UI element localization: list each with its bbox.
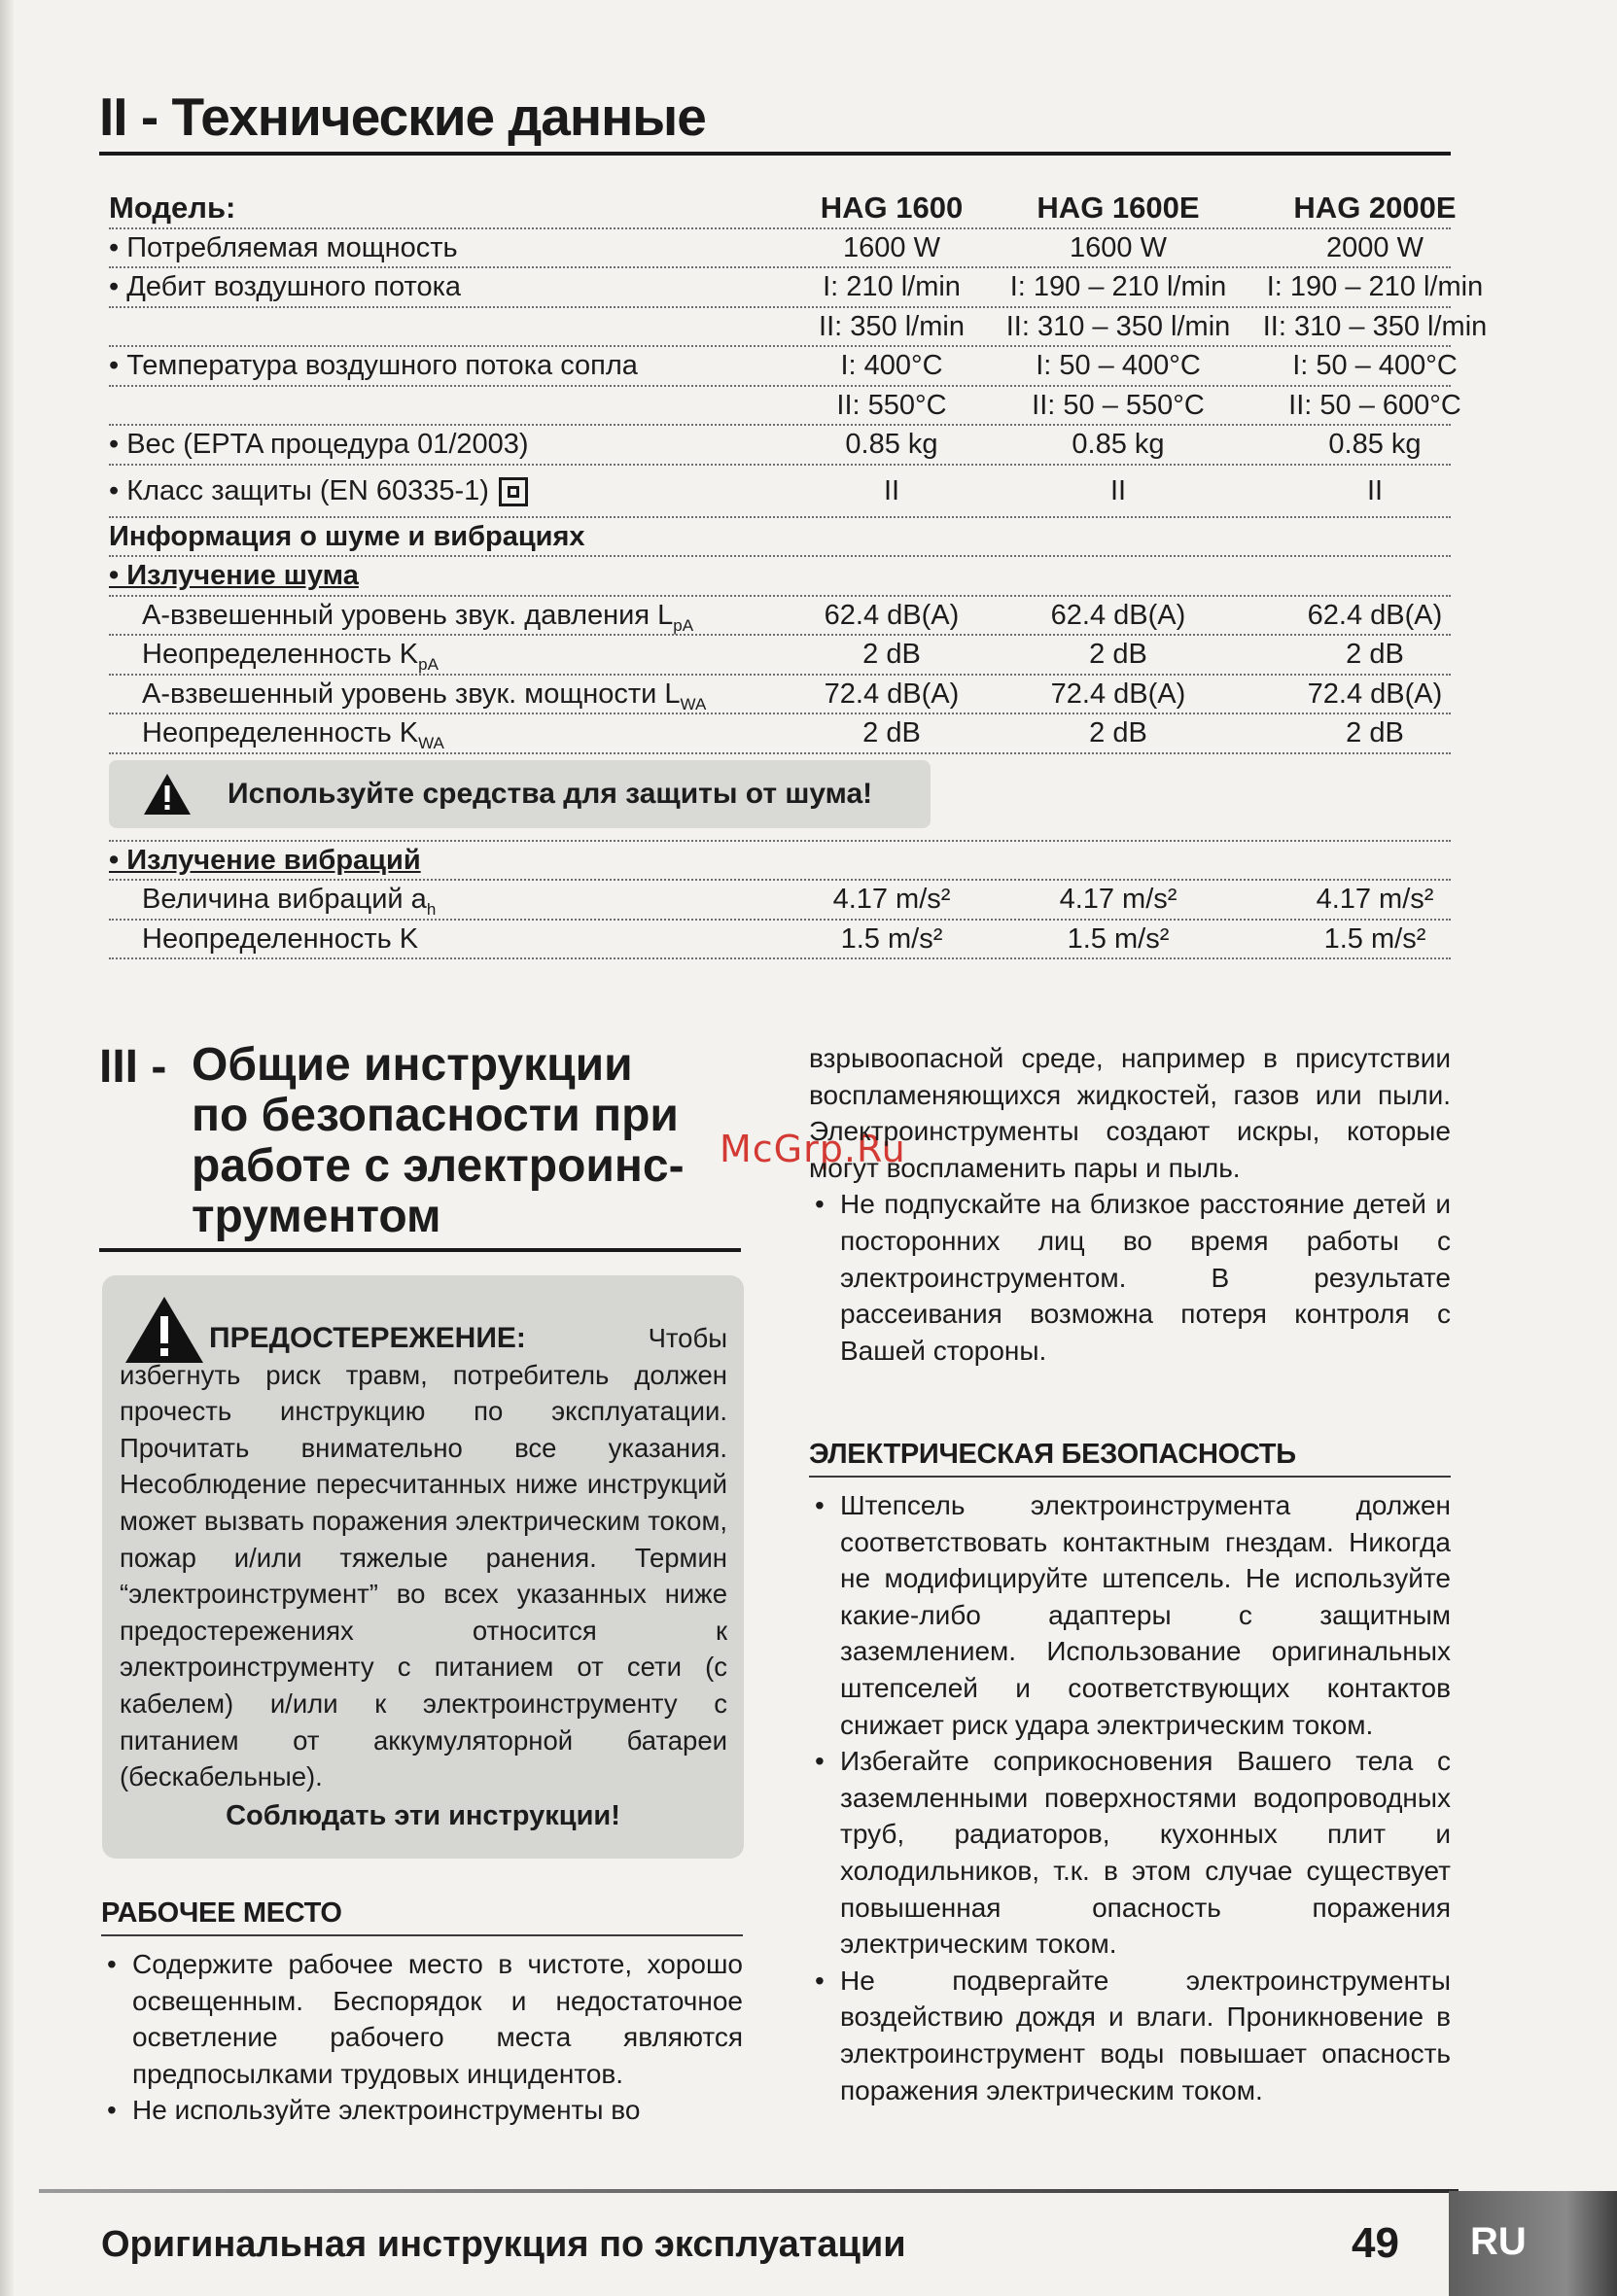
table-row-weight xyxy=(109,426,1451,466)
vibration-unc-value: 1.5 m/s² xyxy=(1323,922,1426,955)
footer-title: Оригинальная инструкция по эксплуатации xyxy=(101,2224,906,2265)
sound-power-value: 72.4 dB(A) xyxy=(1050,678,1186,710)
airflow-value: II: 310 – 350 l/min xyxy=(1005,310,1231,342)
power-value: 2000 W xyxy=(1326,231,1424,263)
temperature-label: • Температура воздушного потока сопла xyxy=(109,350,638,381)
temperature-value: I: 50 – 400°C xyxy=(1292,350,1458,381)
weight-value: 0.85 kg xyxy=(845,429,938,460)
sound-pressure-sub: pA xyxy=(673,615,694,635)
list-item: • Не подвергайте электроинструменты воздействию дождя и влаги. Проникновение в электроинструмент воды повышает опасность поражения электрическим током. xyxy=(809,1963,1451,2108)
safety-warning-box xyxy=(102,1275,744,1859)
table-row-vibration xyxy=(109,881,1451,921)
spec-table xyxy=(109,190,1488,959)
double-insulation-icon xyxy=(499,477,528,506)
warning-triangle-icon xyxy=(142,772,193,817)
sound-power-value: 72.4 dB(A) xyxy=(1307,678,1443,710)
weight-value: 0.85 kg xyxy=(1328,429,1422,460)
sound-power-value: 72.4 dB(A) xyxy=(824,678,960,710)
uncertainty-pa-value: 2 dB xyxy=(1089,639,1147,670)
vibration-value: 4.17 m/s² xyxy=(1059,884,1178,915)
warning-footer: Соблюдать эти инструкции! xyxy=(226,1800,620,1831)
right-column-top xyxy=(809,1040,1451,1369)
list-item-continuation: взрывоопасной среде, например в присутствии воспламеняющихся жидкостей, газов или пыли. Электроинструменты создают искры, которые могут воспламенить пары и пыль. xyxy=(809,1043,1451,1183)
airflow-label: • Дебит воздушного потока xyxy=(109,271,462,302)
warning-lead: ПРЕДОСТЕРЕЖЕНИЕ: xyxy=(209,1322,526,1354)
weight-label: • Вес (EPTA процедура 01/2003) xyxy=(109,429,529,460)
page-number: 49 xyxy=(1352,2219,1399,2267)
warning-body xyxy=(120,1320,727,1795)
protection-value: II xyxy=(1366,474,1384,506)
table-row-power xyxy=(109,229,1451,269)
protection-value: II xyxy=(883,474,900,506)
temperature-value: II: 50 – 600°C xyxy=(1288,389,1461,421)
workplace-rule xyxy=(101,1934,743,1936)
airflow-value: I: 190 – 210 l/min xyxy=(1009,271,1227,302)
dotted-divider xyxy=(109,832,1451,842)
vibration-emission-row xyxy=(109,842,1451,882)
uncertainty-pa-sub: pA xyxy=(418,654,439,674)
temperature-value: II: 50 – 550°C xyxy=(1032,389,1205,421)
protection-label-wrap xyxy=(109,466,528,516)
workplace-list xyxy=(101,1946,743,2129)
temperature-value: II: 550°C xyxy=(836,389,947,421)
noise-emission-heading: • Излучение шума xyxy=(109,560,359,591)
sound-power-sub: WA xyxy=(680,694,707,713)
watermark: McGrp.Ru xyxy=(720,1128,906,1170)
noise-emission-row xyxy=(109,557,1451,597)
noise-heading-row xyxy=(109,518,1451,558)
sound-pressure-label: А-взвешенный уровень звук. давления L xyxy=(142,599,674,631)
table-row-airflow-2 xyxy=(109,308,1488,348)
uncertainty-pa-value: 2 dB xyxy=(862,639,921,670)
table-row-sound-pressure xyxy=(109,597,1451,637)
table-row-protection xyxy=(109,466,1451,518)
protection-label: • Класс защиты (EN 60335-1) xyxy=(109,474,489,506)
weight-value: 0.85 kg xyxy=(1072,429,1165,460)
list-item: • Не используйте электроинструменты во xyxy=(101,2092,743,2129)
vibration-unc-value: 1.5 m/s² xyxy=(1067,922,1170,955)
vibration-unc-label: Неопределенность K xyxy=(142,922,419,955)
protection-value: II xyxy=(1109,474,1127,506)
uncertainty-wa-value: 2 dB xyxy=(1089,717,1147,748)
page-edge xyxy=(0,0,14,2296)
electrical-list xyxy=(809,1487,1451,2108)
model-col-3: HAG 2000E xyxy=(1293,191,1457,225)
airflow-value: I: 190 – 210 l/min xyxy=(1266,271,1484,302)
table-header-row xyxy=(109,190,1457,229)
vibration-value: 4.17 m/s² xyxy=(1316,884,1434,915)
table-row-sound-power xyxy=(109,676,1451,715)
vibration-sub: h xyxy=(426,899,437,919)
table-row-temperature-1 xyxy=(109,347,1458,387)
uncertainty-pa-label: Неопределенность K xyxy=(142,639,419,670)
table-row-airflow-1 xyxy=(109,268,1484,308)
language-code: RU xyxy=(1470,2220,1527,2263)
power-label: • Потребляемая мощность xyxy=(109,231,458,263)
power-value: 1600 W xyxy=(1070,231,1167,263)
language-tab xyxy=(1449,2191,1617,2296)
section-3-title: Общие инструкции по безопасности при работе с электроинс- трументом xyxy=(192,1039,685,1242)
list-item: • Избегайте соприкосновения Вашего тела с заземленными поверхностями водопроводных труб, радиаторов, кухонных плит и холодильников, т.к. в этом случае существует повышенная опасность поражения электрическим током. xyxy=(809,1743,1451,1963)
sound-pressure-value: 62.4 dB(A) xyxy=(824,599,960,631)
temperature-value: I: 50 – 400°C xyxy=(1036,350,1201,381)
vibration-emission-heading: • Излучение вибраций xyxy=(109,844,421,876)
airflow-value: II: 310 – 350 l/min xyxy=(1262,310,1488,342)
uncertainty-wa-value: 2 dB xyxy=(862,717,921,748)
table-row-uncertainty-pa xyxy=(109,636,1451,676)
table-row-vibration-uncertainty xyxy=(109,921,1451,960)
power-value: 1600 W xyxy=(843,231,940,263)
airflow-value: II: 350 l/min xyxy=(819,310,965,342)
model-label: Модель: xyxy=(109,191,236,225)
list-item: • Штепсель электроинструмента должен соответствовать контактным гнездам. Никогда не модифицируйте штепсель. Не используйте какие-либо адаптеры с защитным заземлением. Использование оригинальных штепселей и соответствующих контактов снижает риск удара электрическим током. xyxy=(809,1487,1451,1743)
model-col-2: HAG 1600E xyxy=(1037,191,1200,225)
uncertainty-pa-value: 2 dB xyxy=(1346,639,1404,670)
noise-heading: Информация о шуме и вибрациях xyxy=(109,520,585,552)
airflow-value: I: 210 l/min xyxy=(823,271,961,302)
sound-power-label: А-взвешенный уровень звук. мощности L xyxy=(142,678,681,710)
uncertainty-wa-label-wrap xyxy=(142,714,444,762)
electrical-safety-heading: ЭЛЕКТРИЧЕСКАЯ БЕЗОПАСНОСТЬ xyxy=(809,1439,1296,1470)
vibration-unc-value: 1.5 m/s² xyxy=(840,922,943,955)
sound-pressure-value: 62.4 dB(A) xyxy=(1307,599,1443,631)
list-item: • Содержите рабочее место в чистоте, хорошо освещенным. Беспорядок и недостаточное осветление рабочего места являются предпосылками трудовых инцидентов. xyxy=(101,1946,743,2092)
warning-text: Чтобы избегнуть риск травм, потребитель должен прочесть инструкцию по эксплуатации. Прочитать внимательно все указания. Несоблюдение пересчитанных ниже инструкций может вызвать поражения электрическим током, пожар и/или тяжелые ранения. Термин “электроинструмент” во всех указанных ниже предостережениях относится к электроинструменту с питанием от сети (с кабелем) и/или к электроинструменту с питанием от аккумуляторной батареи (бескабельные). xyxy=(120,1323,727,1792)
section-3-rule xyxy=(99,1248,741,1252)
title-rule xyxy=(99,152,1451,156)
ear-protection-text: Используйте средства для защиты от шума! xyxy=(228,777,873,810)
vibration-value: 4.17 m/s² xyxy=(832,884,951,915)
uncertainty-wa-value: 2 dB xyxy=(1346,717,1404,748)
list-item: • Не подпускайте на близкое расстояние детей и посторонних лиц во время работы с электроинструментом. В результате рассеивания возможна потеря контроля с Вашей стороны. xyxy=(809,1186,1451,1369)
sound-pressure-value: 62.4 dB(A) xyxy=(1050,599,1186,631)
section-title-technical-data: II - Технические данные xyxy=(99,87,706,147)
table-row-temperature-2 xyxy=(109,387,1461,427)
electrical-rule xyxy=(809,1476,1451,1478)
ear-protection-warning xyxy=(109,760,931,828)
uncertainty-wa-sub: WA xyxy=(418,733,444,752)
model-col-1: HAG 1600 xyxy=(820,191,964,225)
temperature-value: I: 400°C xyxy=(840,350,943,381)
workplace-heading: РАБОЧЕЕ МЕСТО xyxy=(101,1897,342,1929)
section-3-number: III - xyxy=(99,1041,167,1093)
vibration-label: Величина вибраций a xyxy=(142,884,427,915)
table-row-uncertainty-wa xyxy=(109,714,1451,754)
uncertainty-wa-label: Неопределенность K xyxy=(142,717,419,748)
footer-rule xyxy=(39,2189,1459,2193)
